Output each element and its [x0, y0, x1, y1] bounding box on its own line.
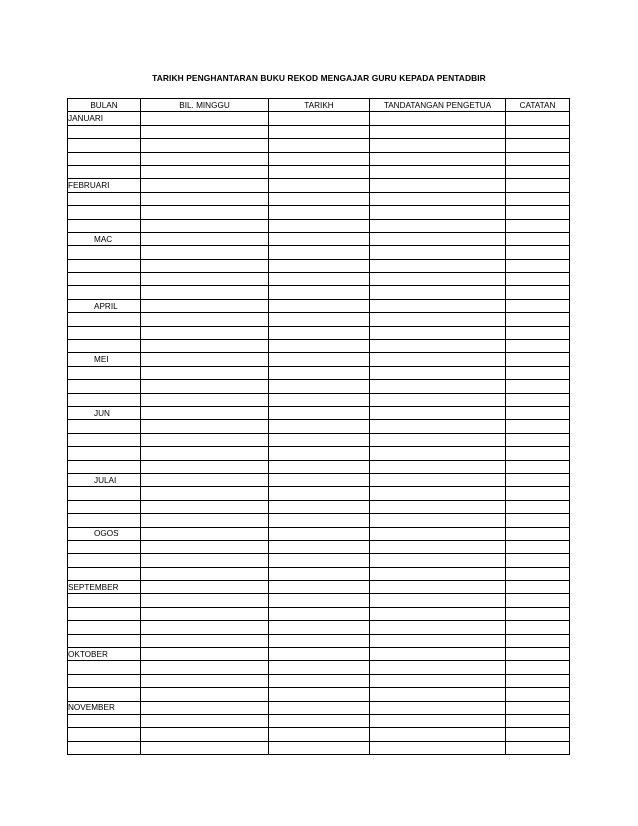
month-cell-empty[interactable] — [68, 340, 141, 353]
catatan-cell[interactable] — [506, 473, 570, 486]
month-cell-empty[interactable] — [68, 728, 141, 741]
table-row — [68, 326, 570, 339]
tandatangan-cell[interactable] — [370, 487, 506, 500]
table-row — [68, 674, 570, 687]
month-cell-empty[interactable] — [68, 125, 141, 138]
tarikh-cell[interactable] — [269, 353, 370, 366]
month-cell-empty[interactable] — [68, 487, 141, 500]
catatan-cell[interactable] — [506, 366, 570, 379]
table-row — [68, 473, 570, 486]
month-cell[interactable]: JULAI — [68, 473, 141, 486]
bil-minggu-cell[interactable] — [141, 714, 269, 727]
month-cell[interactable]: JUN — [68, 406, 141, 419]
tarikh-cell[interactable] — [269, 313, 370, 326]
month-cell-empty[interactable] — [68, 420, 141, 433]
catatan-cell[interactable] — [506, 192, 570, 205]
catatan-cell[interactable] — [506, 139, 570, 152]
tarikh-cell[interactable] — [269, 607, 370, 620]
tarikh-cell[interactable] — [269, 420, 370, 433]
bil-minggu-cell[interactable] — [141, 299, 269, 312]
bil-minggu-cell[interactable] — [141, 540, 269, 553]
bil-minggu-cell[interactable] — [141, 179, 269, 192]
bil-minggu-cell[interactable] — [141, 152, 269, 165]
month-cell-empty[interactable] — [68, 433, 141, 446]
catatan-cell[interactable] — [506, 299, 570, 312]
column-header-catatan: CATATAN — [506, 99, 570, 112]
table-row — [68, 460, 570, 473]
month-cell[interactable]: FEBRUARI — [68, 179, 141, 192]
tandatangan-cell[interactable] — [370, 688, 506, 701]
catatan-cell[interactable] — [506, 273, 570, 286]
tarikh-cell[interactable] — [269, 433, 370, 446]
bil-minggu-cell[interactable] — [141, 406, 269, 419]
bil-minggu-cell[interactable] — [141, 567, 269, 580]
bil-minggu-cell[interactable] — [141, 206, 269, 219]
table-row — [68, 380, 570, 393]
table-row — [68, 594, 570, 607]
month-cell-empty[interactable] — [68, 621, 141, 634]
catatan-cell[interactable] — [506, 500, 570, 513]
tarikh-cell[interactable] — [269, 340, 370, 353]
tandatangan-cell[interactable] — [370, 165, 506, 178]
tarikh-cell[interactable] — [269, 648, 370, 661]
catatan-cell[interactable] — [506, 286, 570, 299]
table-body — [68, 112, 570, 755]
month-cell-empty[interactable] — [68, 246, 141, 259]
catatan-cell[interactable] — [506, 420, 570, 433]
table-row — [68, 714, 570, 727]
catatan-cell[interactable] — [506, 165, 570, 178]
tarikh-cell[interactable] — [269, 286, 370, 299]
bil-minggu-cell[interactable] — [141, 139, 269, 152]
tandatangan-cell[interactable] — [370, 152, 506, 165]
tandatangan-cell[interactable] — [370, 447, 506, 460]
month-cell[interactable]: NOVEMBER — [68, 701, 141, 714]
tarikh-cell[interactable] — [269, 554, 370, 567]
month-cell[interactable]: OKTOBER — [68, 648, 141, 661]
tarikh-cell[interactable] — [269, 594, 370, 607]
month-cell[interactable]: MAC — [68, 232, 141, 245]
tarikh-cell[interactable] — [269, 460, 370, 473]
bil-minggu-cell[interactable] — [141, 674, 269, 687]
bil-minggu-cell[interactable] — [141, 393, 269, 406]
tandatangan-cell[interactable] — [370, 406, 506, 419]
table-row — [68, 353, 570, 366]
catatan-cell[interactable] — [506, 152, 570, 165]
month-cell-empty[interactable] — [68, 674, 141, 687]
table-header-row — [68, 99, 570, 112]
tandatangan-cell[interactable] — [370, 259, 506, 272]
tarikh-cell[interactable] — [269, 273, 370, 286]
tandatangan-cell[interactable] — [370, 728, 506, 741]
bil-minggu-cell[interactable] — [141, 246, 269, 259]
bil-minggu-cell[interactable] — [141, 741, 269, 754]
table-row — [68, 728, 570, 741]
catatan-cell[interactable] — [506, 326, 570, 339]
catatan-cell[interactable] — [506, 554, 570, 567]
table-row — [68, 192, 570, 205]
tandatangan-cell[interactable] — [370, 139, 506, 152]
bil-minggu-cell[interactable] — [141, 487, 269, 500]
bil-minggu-cell[interactable] — [141, 340, 269, 353]
column-header-tarikh: TARIKH — [269, 99, 370, 112]
table-row — [68, 273, 570, 286]
bil-minggu-cell[interactable] — [141, 219, 269, 232]
table-row — [68, 313, 570, 326]
bil-minggu-cell[interactable] — [141, 701, 269, 714]
table-row — [68, 125, 570, 138]
tarikh-cell[interactable] — [269, 232, 370, 245]
tarikh-cell[interactable] — [269, 621, 370, 634]
submission-log-table — [67, 98, 570, 755]
tarikh-cell[interactable] — [269, 139, 370, 152]
tarikh-cell[interactable] — [269, 540, 370, 553]
bil-minggu-cell[interactable] — [141, 594, 269, 607]
month-cell-empty[interactable] — [68, 607, 141, 620]
tandatangan-cell[interactable] — [370, 286, 506, 299]
table-row — [68, 139, 570, 152]
bil-minggu-cell[interactable] — [141, 326, 269, 339]
month-cell-empty[interactable] — [68, 326, 141, 339]
tandatangan-cell[interactable] — [370, 581, 506, 594]
bil-minggu-cell[interactable] — [141, 514, 269, 527]
tandatangan-cell[interactable] — [370, 540, 506, 553]
month-cell-empty[interactable] — [68, 286, 141, 299]
month-cell[interactable]: JANUARI — [68, 112, 141, 125]
table-row — [68, 581, 570, 594]
bil-minggu-cell[interactable] — [141, 728, 269, 741]
bil-minggu-cell[interactable] — [141, 366, 269, 379]
tarikh-cell[interactable] — [269, 206, 370, 219]
table-row — [68, 527, 570, 540]
table-row — [68, 340, 570, 353]
catatan-cell[interactable] — [506, 393, 570, 406]
tandatangan-cell[interactable] — [370, 112, 506, 125]
tandatangan-cell[interactable] — [370, 353, 506, 366]
month-cell-empty[interactable] — [68, 554, 141, 567]
table-row — [68, 648, 570, 661]
catatan-cell[interactable] — [506, 112, 570, 125]
tarikh-cell[interactable] — [269, 487, 370, 500]
tandatangan-cell[interactable] — [370, 634, 506, 647]
catatan-cell[interactable] — [506, 219, 570, 232]
month-cell-empty[interactable] — [68, 139, 141, 152]
tarikh-cell[interactable] — [269, 326, 370, 339]
tandatangan-cell[interactable] — [370, 701, 506, 714]
bil-minggu-cell[interactable] — [141, 353, 269, 366]
table-row — [68, 487, 570, 500]
tandatangan-cell[interactable] — [370, 661, 506, 674]
table-row — [68, 393, 570, 406]
bil-minggu-cell[interactable] — [141, 165, 269, 178]
tandatangan-cell[interactable] — [370, 299, 506, 312]
tarikh-cell[interactable] — [269, 179, 370, 192]
bil-minggu-cell[interactable] — [141, 554, 269, 567]
table-row — [68, 701, 570, 714]
catatan-cell[interactable] — [506, 567, 570, 580]
catatan-cell[interactable] — [506, 661, 570, 674]
catatan-cell[interactable] — [506, 728, 570, 741]
tarikh-cell[interactable] — [269, 219, 370, 232]
month-cell-empty[interactable] — [68, 313, 141, 326]
tarikh-cell[interactable] — [269, 527, 370, 540]
tarikh-cell[interactable] — [269, 701, 370, 714]
bil-minggu-cell[interactable] — [141, 527, 269, 540]
catatan-cell[interactable] — [506, 688, 570, 701]
bil-minggu-cell[interactable] — [141, 473, 269, 486]
catatan-cell[interactable] — [506, 380, 570, 393]
catatan-cell[interactable] — [506, 460, 570, 473]
bil-minggu-cell[interactable] — [141, 688, 269, 701]
catatan-cell[interactable] — [506, 540, 570, 553]
tarikh-cell[interactable] — [269, 567, 370, 580]
tarikh-cell[interactable] — [269, 714, 370, 727]
tarikh-cell[interactable] — [269, 514, 370, 527]
tandatangan-cell[interactable] — [370, 206, 506, 219]
table-row — [68, 232, 570, 245]
month-cell-empty[interactable] — [68, 594, 141, 607]
table-row — [68, 500, 570, 513]
tandatangan-cell[interactable] — [370, 125, 506, 138]
catatan-cell[interactable] — [506, 701, 570, 714]
catatan-cell[interactable] — [506, 353, 570, 366]
table-row — [68, 433, 570, 446]
catatan-cell[interactable] — [506, 714, 570, 727]
tandatangan-cell[interactable] — [370, 514, 506, 527]
month-cell-empty[interactable] — [68, 634, 141, 647]
catatan-cell[interactable] — [506, 514, 570, 527]
bil-minggu-cell[interactable] — [141, 125, 269, 138]
bil-minggu-cell[interactable] — [141, 433, 269, 446]
bil-minggu-cell[interactable] — [141, 313, 269, 326]
month-cell-empty[interactable] — [68, 540, 141, 553]
tandatangan-cell[interactable] — [370, 674, 506, 687]
table-row — [68, 179, 570, 192]
tarikh-cell[interactable] — [269, 192, 370, 205]
table-row — [68, 152, 570, 165]
tarikh-cell[interactable] — [269, 246, 370, 259]
table-row — [68, 165, 570, 178]
tarikh-cell[interactable] — [269, 728, 370, 741]
bil-minggu-cell[interactable] — [141, 380, 269, 393]
tandatangan-cell[interactable] — [370, 366, 506, 379]
tandatangan-cell[interactable] — [370, 433, 506, 446]
tarikh-cell[interactable] — [269, 406, 370, 419]
tandatangan-cell[interactable] — [370, 273, 506, 286]
table-row — [68, 540, 570, 553]
tarikh-cell[interactable] — [269, 165, 370, 178]
bil-minggu-cell[interactable] — [141, 621, 269, 634]
month-cell-empty[interactable] — [68, 567, 141, 580]
tandatangan-cell[interactable] — [370, 714, 506, 727]
tarikh-cell[interactable] — [269, 125, 370, 138]
catatan-cell[interactable] — [506, 527, 570, 540]
table-row — [68, 246, 570, 259]
tandatangan-cell[interactable] — [370, 567, 506, 580]
tandatangan-cell[interactable] — [370, 607, 506, 620]
table-row — [68, 366, 570, 379]
bil-minggu-cell[interactable] — [141, 259, 269, 272]
table-row — [68, 219, 570, 232]
month-cell[interactable]: APRIL — [68, 299, 141, 312]
month-cell-empty[interactable] — [68, 165, 141, 178]
table-row — [68, 567, 570, 580]
tandatangan-cell[interactable] — [370, 460, 506, 473]
month-cell-empty[interactable] — [68, 206, 141, 219]
catatan-cell[interactable] — [506, 125, 570, 138]
tandatangan-cell[interactable] — [370, 326, 506, 339]
table-row — [68, 741, 570, 754]
tandatangan-cell[interactable] — [370, 313, 506, 326]
catatan-cell[interactable] — [506, 634, 570, 647]
month-cell-empty[interactable] — [68, 273, 141, 286]
month-cell-empty[interactable] — [68, 152, 141, 165]
table-row — [68, 447, 570, 460]
table-row — [68, 112, 570, 125]
tandatangan-cell[interactable] — [370, 554, 506, 567]
bil-minggu-cell[interactable] — [141, 460, 269, 473]
tarikh-cell[interactable] — [269, 152, 370, 165]
catatan-cell[interactable] — [506, 206, 570, 219]
month-cell-empty[interactable] — [68, 460, 141, 473]
month-cell-empty[interactable] — [68, 688, 141, 701]
tandatangan-cell[interactable] — [370, 500, 506, 513]
column-header-bulan: BULAN — [68, 99, 141, 112]
catatan-cell[interactable] — [506, 741, 570, 754]
bil-minggu-cell[interactable] — [141, 286, 269, 299]
tarikh-cell[interactable] — [269, 259, 370, 272]
catatan-cell[interactable] — [506, 487, 570, 500]
month-cell-empty[interactable] — [68, 500, 141, 513]
table-row — [68, 406, 570, 419]
month-cell-empty[interactable] — [68, 714, 141, 727]
tarikh-cell[interactable] — [269, 473, 370, 486]
tandatangan-cell[interactable] — [370, 594, 506, 607]
bil-minggu-cell[interactable] — [141, 112, 269, 125]
tarikh-cell[interactable] — [269, 661, 370, 674]
table-row — [68, 688, 570, 701]
tandatangan-cell[interactable] — [370, 179, 506, 192]
tandatangan-cell[interactable] — [370, 473, 506, 486]
bil-minggu-cell[interactable] — [141, 648, 269, 661]
table-row — [68, 607, 570, 620]
catatan-cell[interactable] — [506, 607, 570, 620]
bil-minggu-cell[interactable] — [141, 500, 269, 513]
catatan-cell[interactable] — [506, 433, 570, 446]
page-title: TARIKH PENGHANTARAN BUKU REKOD MENGAJAR GURU KEPADA PENTADBIR — [152, 73, 486, 83]
month-cell-empty[interactable] — [68, 219, 141, 232]
tandatangan-cell[interactable] — [370, 380, 506, 393]
tandatangan-cell[interactable] — [370, 741, 506, 754]
tarikh-cell[interactable] — [269, 674, 370, 687]
bil-minggu-cell[interactable] — [141, 192, 269, 205]
table-row — [68, 259, 570, 272]
month-cell-empty[interactable] — [68, 514, 141, 527]
tarikh-cell[interactable] — [269, 112, 370, 125]
tandatangan-cell[interactable] — [370, 192, 506, 205]
catatan-cell[interactable] — [506, 313, 570, 326]
tarikh-cell[interactable] — [269, 581, 370, 594]
month-cell[interactable]: MEI — [68, 353, 141, 366]
table-row — [68, 299, 570, 312]
month-cell-empty[interactable] — [68, 393, 141, 406]
bil-minggu-cell[interactable] — [141, 447, 269, 460]
column-header-tandatangan-pengetua: TANDATANGAN PENGETUA — [370, 99, 506, 112]
tarikh-cell[interactable] — [269, 741, 370, 754]
table-row — [68, 621, 570, 634]
bil-minggu-cell[interactable] — [141, 232, 269, 245]
catatan-cell[interactable] — [506, 259, 570, 272]
tandatangan-cell[interactable] — [370, 232, 506, 245]
tarikh-cell[interactable] — [269, 500, 370, 513]
tandatangan-cell[interactable] — [370, 648, 506, 661]
tandatangan-cell[interactable] — [370, 393, 506, 406]
catatan-cell[interactable] — [506, 581, 570, 594]
catatan-cell[interactable] — [506, 340, 570, 353]
column-header-bil-minggu: BIL. MINGGU — [141, 99, 269, 112]
table-row — [68, 634, 570, 647]
tarikh-cell[interactable] — [269, 634, 370, 647]
tandatangan-cell[interactable] — [370, 621, 506, 634]
catatan-cell[interactable] — [506, 447, 570, 460]
catatan-cell[interactable] — [506, 621, 570, 634]
tandatangan-cell[interactable] — [370, 219, 506, 232]
bil-minggu-cell[interactable] — [141, 607, 269, 620]
month-cell-empty[interactable] — [68, 259, 141, 272]
month-cell[interactable]: OGOS — [68, 527, 141, 540]
month-cell[interactable]: SEPTEMBER — [68, 581, 141, 594]
catatan-cell[interactable] — [506, 648, 570, 661]
table-row — [68, 514, 570, 527]
month-cell-empty[interactable] — [68, 447, 141, 460]
table-row — [68, 420, 570, 433]
bil-minggu-cell[interactable] — [141, 661, 269, 674]
bil-minggu-cell[interactable] — [141, 581, 269, 594]
month-cell-empty[interactable] — [68, 366, 141, 379]
bil-minggu-cell[interactable] — [141, 420, 269, 433]
tarikh-cell[interactable] — [269, 447, 370, 460]
month-cell-empty[interactable] — [68, 741, 141, 754]
tandatangan-cell[interactable] — [370, 420, 506, 433]
catatan-cell[interactable] — [506, 406, 570, 419]
month-cell-empty[interactable] — [68, 192, 141, 205]
table-row — [68, 286, 570, 299]
catatan-cell[interactable] — [506, 246, 570, 259]
table-row — [68, 206, 570, 219]
bil-minggu-cell[interactable] — [141, 273, 269, 286]
tandatangan-cell[interactable] — [370, 527, 506, 540]
tandatangan-cell[interactable] — [370, 340, 506, 353]
catatan-cell[interactable] — [506, 232, 570, 245]
tarikh-cell[interactable] — [269, 380, 370, 393]
tarikh-cell[interactable] — [269, 688, 370, 701]
tarikh-cell[interactable] — [269, 366, 370, 379]
tarikh-cell[interactable] — [269, 393, 370, 406]
table-row — [68, 661, 570, 674]
catatan-cell[interactable] — [506, 674, 570, 687]
tarikh-cell[interactable] — [269, 299, 370, 312]
month-cell-empty[interactable] — [68, 380, 141, 393]
catatan-cell[interactable] — [506, 179, 570, 192]
catatan-cell[interactable] — [506, 594, 570, 607]
month-cell-empty[interactable] — [68, 661, 141, 674]
table-row — [68, 554, 570, 567]
tandatangan-cell[interactable] — [370, 246, 506, 259]
bil-minggu-cell[interactable] — [141, 634, 269, 647]
